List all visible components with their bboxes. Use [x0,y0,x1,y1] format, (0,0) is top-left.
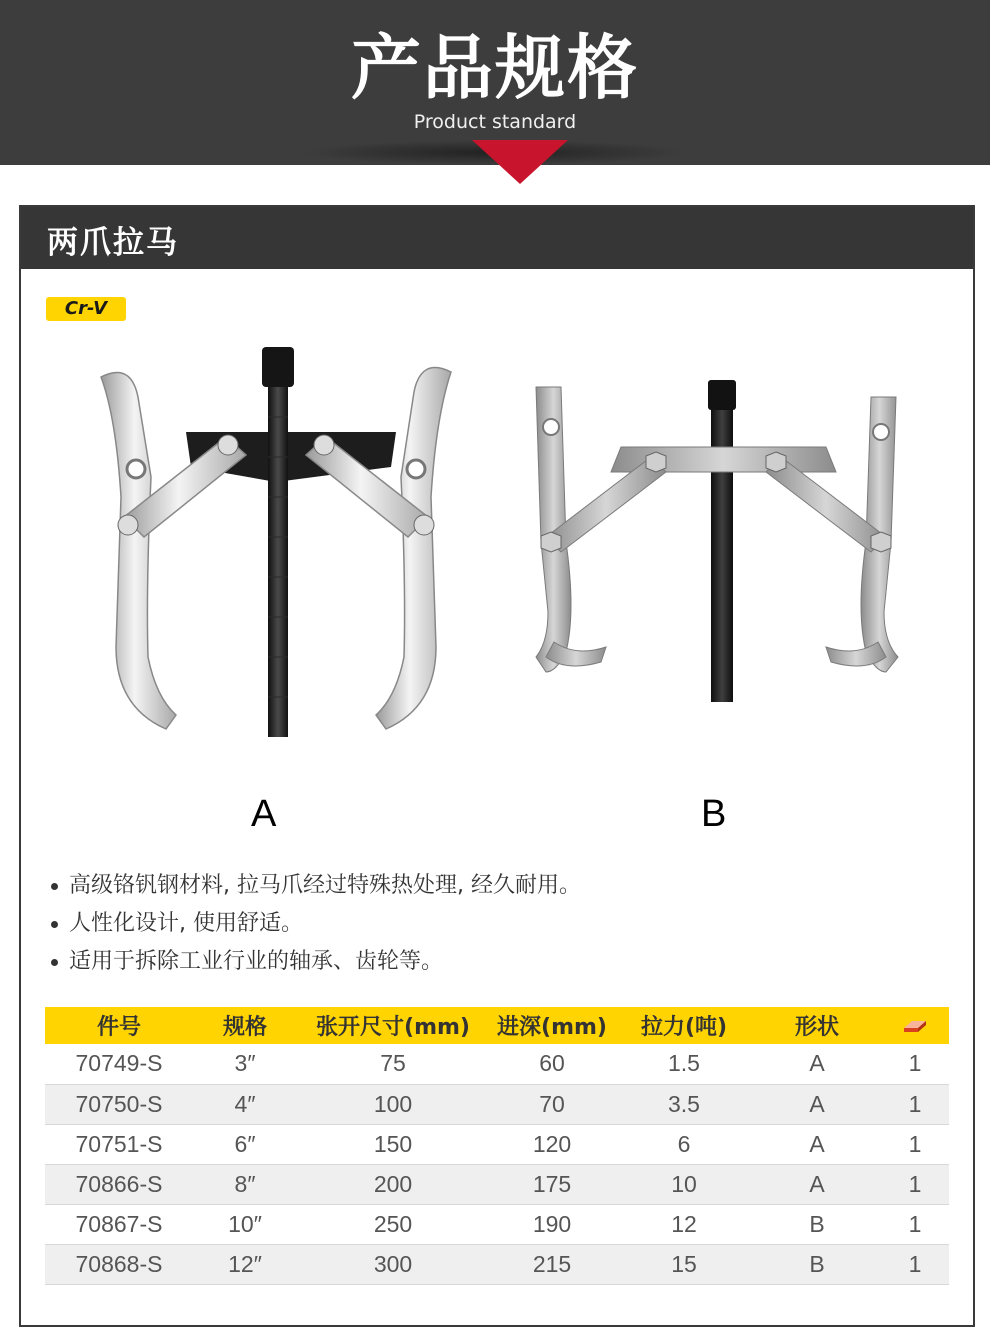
material-badge: Cr-V [46,297,126,321]
spec-table [45,1007,949,1285]
cell-shape: B [753,1244,881,1284]
cell-force: 12 [615,1204,753,1244]
cell-shape: B [753,1204,881,1244]
cell-qty: 1 [881,1044,949,1084]
cell-size: 6″ [193,1124,297,1164]
col-header-spread: 张开尺寸(mm) [297,1007,489,1044]
cell-qty: 1 [881,1164,949,1204]
table-row [45,1124,949,1164]
cell-shape: A [753,1044,881,1084]
puller-b-image [506,372,926,717]
bullet-icon [51,921,58,928]
feature-list [47,867,581,981]
cell-reach: 70 [489,1084,615,1124]
cell-force: 15 [615,1244,753,1284]
col-header-shape: 形状 [753,1007,881,1044]
cell-spread: 100 [297,1084,489,1124]
cell-part-no: 70750-S [45,1084,193,1124]
table-row [45,1044,949,1084]
cell-shape: A [753,1164,881,1204]
cell-spread: 75 [297,1044,489,1084]
feature-item [47,943,581,981]
cell-spread: 250 [297,1204,489,1244]
cell-part-no: 70867-S [45,1204,193,1244]
product-b-label: B [701,793,727,835]
cell-force: 3.5 [615,1084,753,1124]
cell-reach: 60 [489,1044,615,1084]
section-header [21,207,973,269]
cell-shape: A [753,1084,881,1124]
cell-reach: 190 [489,1204,615,1244]
table-row [45,1084,949,1124]
cell-size: 3″ [193,1044,297,1084]
cell-spread: 200 [297,1164,489,1204]
section-title: 两爪拉马 [47,225,179,261]
bullet-icon [51,883,58,890]
cell-qty: 1 [881,1204,949,1244]
feature-text: 人性化设计, 使用舒适。 [69,911,303,936]
cell-size: 8″ [193,1164,297,1204]
bullet-icon [51,959,58,966]
cell-size: 12″ [193,1244,297,1284]
cell-reach: 175 [489,1164,615,1204]
col-header-part-no: 件号 [45,1007,193,1044]
table-row [45,1244,949,1284]
col-header-size: 规格 [193,1007,297,1044]
table-row [45,1164,949,1204]
cell-size: 10″ [193,1204,297,1244]
table-header-row [45,1007,949,1044]
page-title: 产品规格 [351,26,639,109]
col-header-qty [881,1007,949,1044]
product-frame [19,205,975,1327]
page-subtitle: Product standard [413,111,577,133]
cell-qty: 1 [881,1244,949,1284]
product-a-label: A [251,793,277,835]
cell-part-no: 70749-S [45,1044,193,1084]
down-arrow-icon [472,140,568,184]
cell-part-no: 70751-S [45,1124,193,1164]
cell-part-no: 70866-S [45,1164,193,1204]
cell-spread: 150 [297,1124,489,1164]
cell-reach: 215 [489,1244,615,1284]
cell-qty: 1 [881,1084,949,1124]
col-header-reach: 进深(mm) [489,1007,615,1044]
cell-spread: 300 [297,1244,489,1284]
col-header-force: 拉力(吨) [615,1007,753,1044]
puller-a-image [76,337,466,747]
cell-part-no: 70868-S [45,1244,193,1284]
cell-reach: 120 [489,1124,615,1164]
cell-shape: A [753,1124,881,1164]
feature-text: 高级铬钒钢材料, 拉马爪经过特殊热处理, 经久耐用。 [69,873,581,898]
cell-force: 6 [615,1124,753,1164]
feature-item [47,867,581,905]
cell-qty: 1 [881,1124,949,1164]
feature-item [47,905,581,943]
cell-force: 10 [615,1164,753,1204]
table-row [45,1204,949,1244]
eraser-icon [902,1019,928,1033]
feature-text: 适用于拆除工业行业的轴承、齿轮等。 [69,949,444,974]
cell-force: 1.5 [615,1044,753,1084]
cell-size: 4″ [193,1084,297,1124]
